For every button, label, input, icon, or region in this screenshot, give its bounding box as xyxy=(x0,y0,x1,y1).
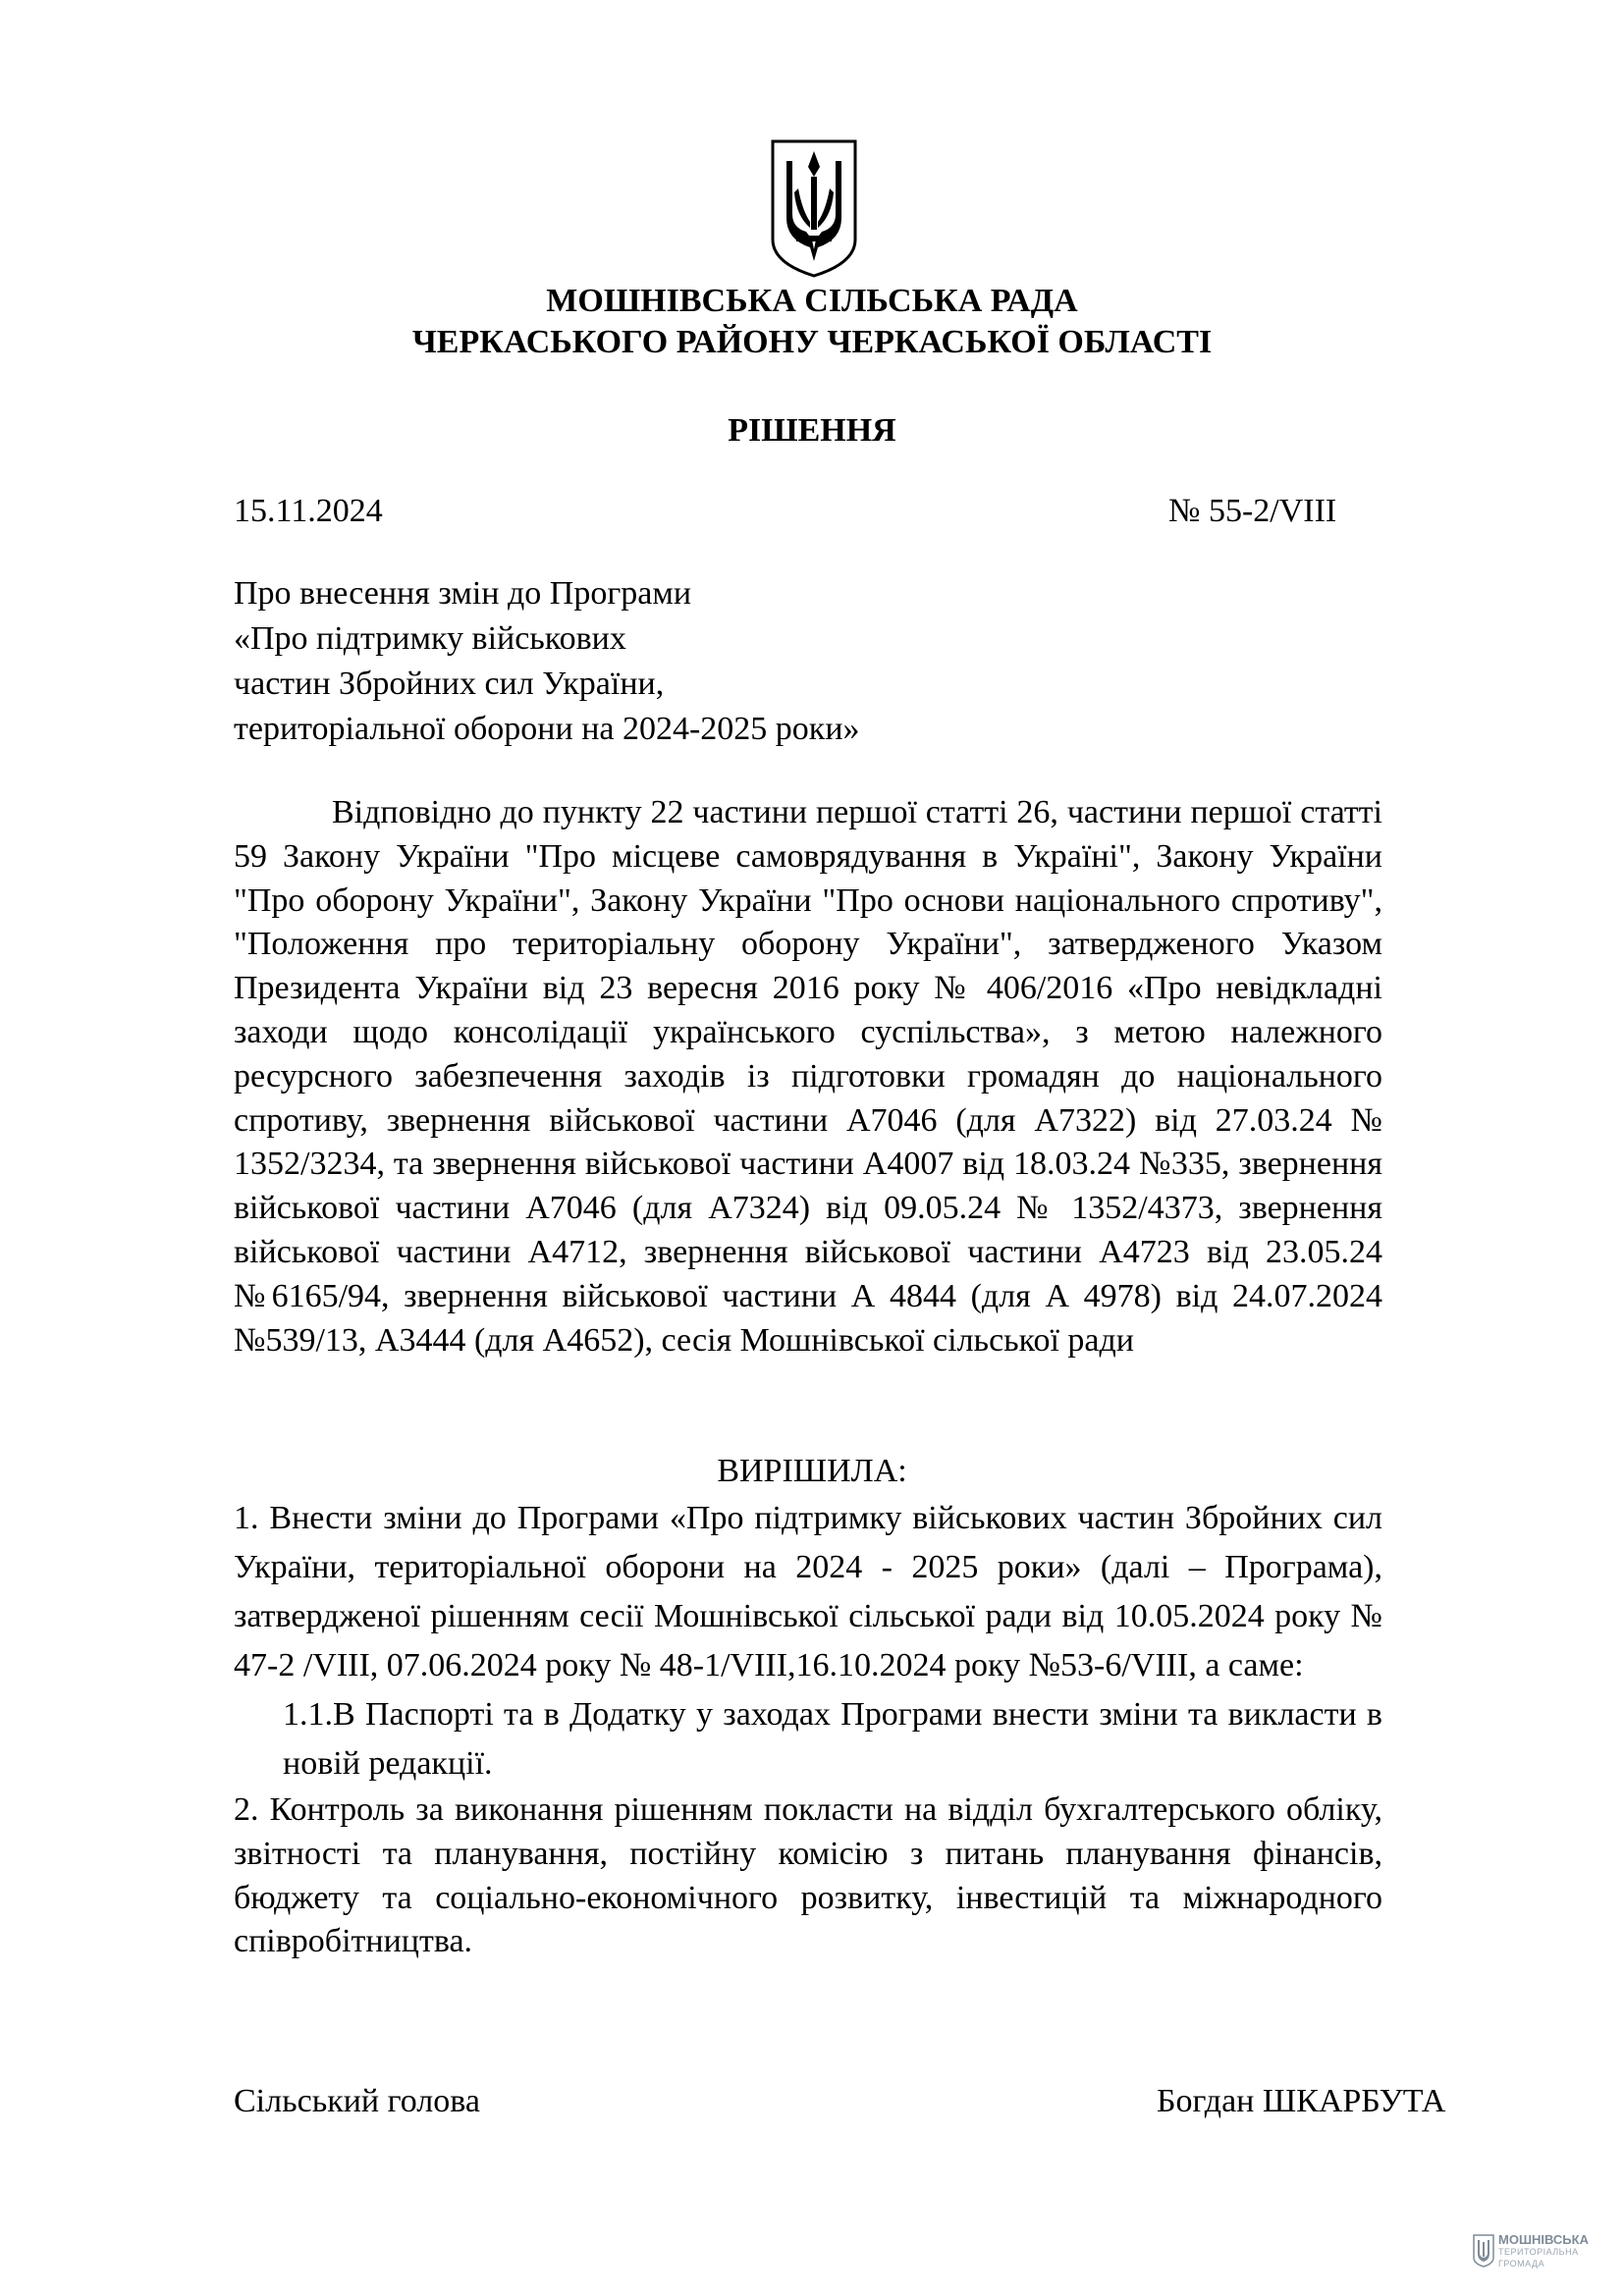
watermark-line: МОШНІВСЬКА xyxy=(1498,2232,1589,2247)
decision-subject xyxy=(234,571,860,752)
community-watermark xyxy=(1473,2230,1620,2279)
decision-item-1-1: 1.1.В Паспорті та в Додатку у заходах Програми внести зміни та викласти в новій редакції. xyxy=(283,1696,1382,1782)
decided-heading: ВИРІШИЛА: xyxy=(717,1453,907,1489)
subject-line: «Про підтримку військових xyxy=(234,620,626,657)
council-name: МОШНІВСЬКА СІЛЬСЬКА РАДА xyxy=(546,283,1078,319)
council-region: ЧЕРКАСЬКОГО РАЙОНУ ЧЕРКАСЬКОЇ ОБЛАСТІ xyxy=(411,324,1213,360)
document-type: РІШЕННЯ xyxy=(728,412,896,449)
subject-line: територіальної оборони на 2024-2025 роки» xyxy=(234,711,860,747)
watermark-trident-icon xyxy=(1473,2234,1494,2268)
decision-item-1: 1. Внести зміни до Програми «Про підтримку військових частин Збройних сил України, територіальної оборони на 2024 - 2025 роки» (далі – Програма), затвердженої рішенням сесії Мошнівської сільської ради від 10.05.2024 року № 47-2 /VIII, 07.06.2024 року № 48-1/VIII,16.10.2024 року №53-6/VIII, а саме: xyxy=(234,1500,1382,1683)
preamble-text: Відповідно до пункту 22 частини першої статті 26, частини першої статті 59 Закону України "Про місцеве самоврядування в Україні", Закону України "Про оборону України", Закону України "Про основи національного спротиву", "Положення про територіальну оборону України", затвердженого Указом Президента України від 23 вересня 2016 року № 406/2016 «Про невідкладні заходи щодо консолідації українського суспільства», з метою належного ресурсного забезпечення заходів із підготовки громадян до національного спротиву, звернення військової частини А7046 (для А7322) від 27.03.24 № 1352/3234, та звернення військової частини А4007 від 18.03.24 №335, звернення військової частини А7046 (для А7324) від 09.05.24 № 1352/4373, звернення військової частини А4712, звернення військової частини А4723 від 23.05.24 №6165/94, звернення військової частини А 4844 (для А 4978) від 24.07.2024 №539/13, А3444 (для А4652), сесія Мошнівської сільської ради xyxy=(234,794,1382,1359)
decision-item-2: 2. Контроль за виконання рішенням покласти на відділ бухгалтерського обліку, звітності та планування, постійну комісію з питань планування фінансів, бюджету та соціально-економічного розвитку, інвестицій та міжнародного співробітництва. xyxy=(234,1791,1382,1960)
decision-number: № 55-2/VIII xyxy=(1168,493,1337,529)
subject-line: Про внесення змін до Програми xyxy=(234,575,692,612)
signature-position: Сільський голова xyxy=(234,2083,480,2119)
subject-line: частин Збройних сил України, xyxy=(234,666,665,702)
decision-items xyxy=(234,1494,1382,1964)
decision-date: 15.11.2024 xyxy=(234,493,383,529)
preamble xyxy=(234,791,1382,1362)
watermark-line: ГРОМАДА xyxy=(1498,2259,1545,2269)
signature-name: Богдан ШКАРБУТА xyxy=(1157,2083,1446,2119)
ukraine-trident-emblem-icon xyxy=(769,137,859,280)
watermark-line: ТЕРИТОРІАЛЬНА xyxy=(1498,2247,1579,2257)
